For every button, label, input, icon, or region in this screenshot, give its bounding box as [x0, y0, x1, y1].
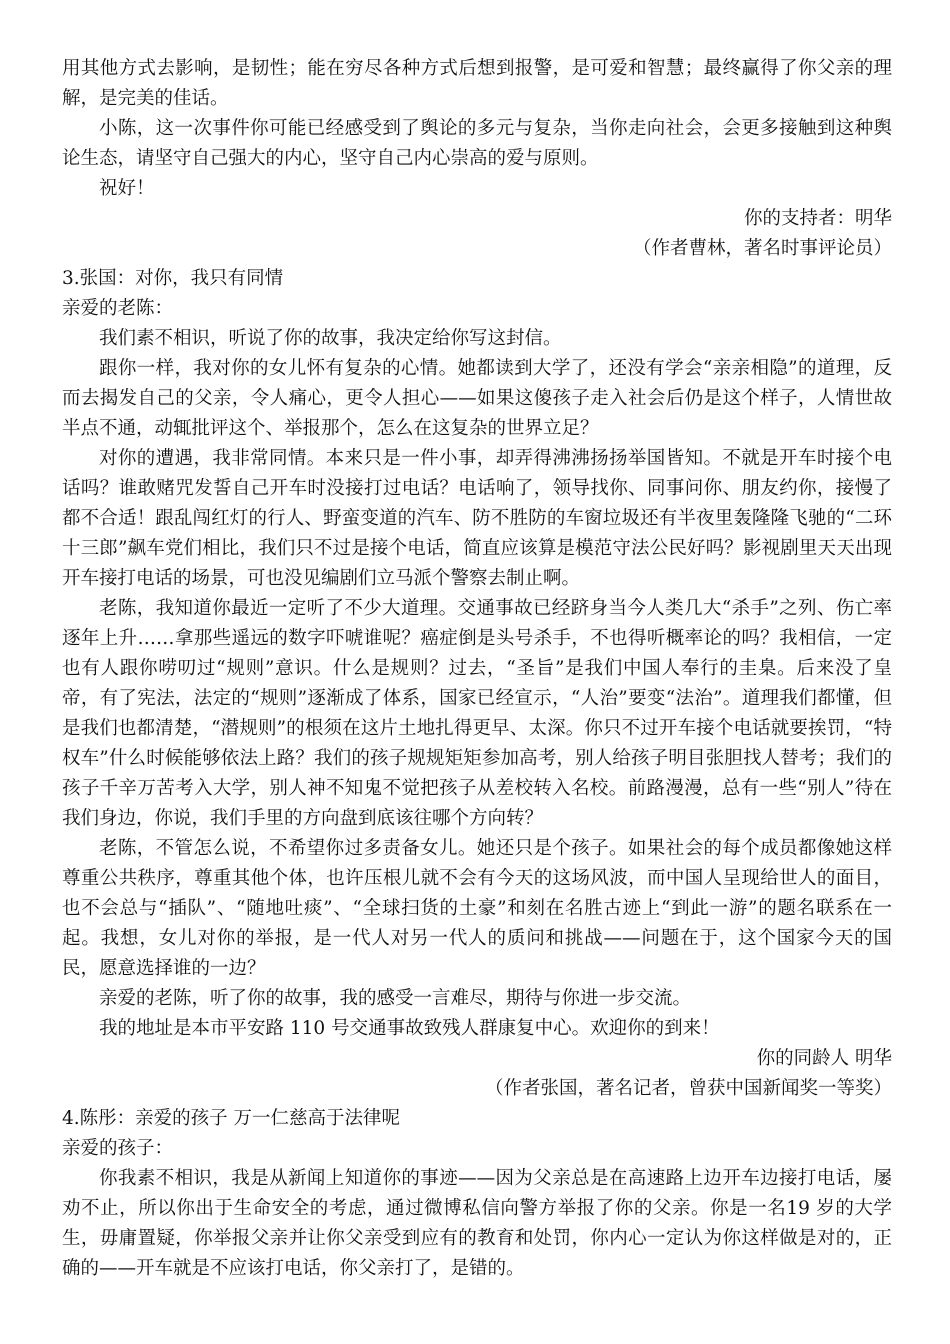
letter3-paragraph: 跟你一样，我对你的女儿怀有复杂的心情。她都读到大学了，还没有学会“亲亲相隐”的道理，反而去揭发自己的父亲，令人痛心，更令人担心——如果这傻孩子走入社会后仍是这个样子，人情世故半点不通，动辄批评这个、举报那个，怎么在这复杂的世界立足？ [62, 358, 892, 439]
letter3-paragraph: 我的地址是本市平安路 110 号交通事故致残人群康复中心。欢迎你的到来！ [99, 1018, 720, 1039]
letter3-paragraph: 亲爱的老陈，听了你的故事，我的感受一言难尽，期待与你进一步交流。 [99, 988, 692, 1009]
letter3-salutation: 亲爱的老陈： [62, 298, 174, 319]
letter2-paragraph: 用其他方式去影响，是韧性；能在穷尽各种方式后想到报警，是可爱和智慧；最终赢得了你父亲的理解，是完美的佳话。 [62, 58, 892, 109]
letter3-heading: 3.张国：对你，我只有同情 [62, 268, 284, 289]
letter2-signature: 你的支持者：明华 [743, 208, 892, 229]
document-page [62, 54, 892, 1284]
letter3-paragraph: 我们素不相识，听说了你的故事，我决定给你写这封信。 [99, 328, 562, 349]
letter3-signature: 你的同龄人 明华 [756, 1048, 892, 1069]
letter3-paragraph: 对你的遭遇，我非常同情。本来只是一件小事，却弄得沸沸扬扬举国皆知。不就是开车时接个电话吗？谁敢赌咒发誓自己开车时没接打过电话？电话响了，领导找你、同事问你、朋友约你，接慢了都不合适！跟乱闯红灯的行人、野蛮变道的汽车、防不胜防的车窗垃圾还有半夜里轰隆隆飞驰的“二环十三郎”飙车党们相比，我们只不过是接个电话，简直应该算是模范守法公民好吗？影视剧里天天出现开车接打电话的场景，可也没见编剧们立马派个警察去制止啊。 [62, 448, 892, 589]
letter4-salutation: 亲爱的孩子： [62, 1138, 174, 1159]
letter4-heading: 4.陈彤：亲爱的孩子 万一仁慈高于法律呢 [62, 1108, 401, 1129]
letter3-paragraph: 老陈，我知道你最近一定听了不少大道理。交通事故已经跻身当今人类几大“杀手”之列、伤亡率逐年上升……拿那些遥远的数字吓唬谁呢？癌症倒是头号杀手，不也得听概率论的吗？我相信，一定也有人跟你唠叨过“规则”意识。什么是规则？过去，“圣旨”是我们中国人奉行的圭臬。后来没了皇帝，有了宪法，法定的“规则”逐渐成了体系，国家已经宣示，“人治”要变“法治”。道理我们都懂，但是我们也都清楚，“潜规则”的根须在这片土地扎得更早、太深。你只不过开车接个电话就要挨罚，“特权车”什么时候能够依法上路？我们的孩子规规矩矩参加高考，别人给孩子明目张胆找人替考；我们的孩子千辛万苦考入大学，别人神不知鬼不觉把孩子从差校转入名校。前路漫漫，总有一些“别人”待在我们身边，你说，我们手里的方向盘到底该往哪个方向转？ [62, 598, 892, 829]
letter2-paragraph: 小陈，这一次事件你可能已经感受到了舆论的多元与复杂，当你走向社会，会更多接触到这种舆论生态，请坚守自己强大的内心，坚守自己内心崇高的爱与原则。 [62, 118, 892, 169]
letter3-author-note: （作者张国，著名记者，曾获中国新闻奖一等奖） [484, 1078, 892, 1099]
letter3-paragraph: 老陈，不管怎么说，不希望你过多责备女儿。她还只是个孩子。如果社会的每个成员都像她这样尊重公共秩序，尊重其他个体，也许压根儿就不会有今天的这场风波，而中国人呈现给世人的面目，也不会总与“插队”、“随地吐痰”、“全球扫货的土豪”和刻在名胜古迹上“到此一游”的题名联系在一起。我想，女儿对你的举报，是一代人对另一代人的质问和挑战——问题在于，这个国家今天的国民，愿意选择谁的一边？ [62, 838, 892, 979]
letter4-paragraph: 你我素不相识，我是从新闻上知道你的事迹——因为父亲总是在高速路上边开车边接打电话，屡劝不止，所以你出于生命安全的考虑，通过微博私信向警方举报了你的父亲。你是一名19 岁的大学生，毋庸置疑，你举报父亲并让你父亲受到应有的教育和处罚，你内心一定认为你这样做是对的，正确的——开车就是不应该打电话，你父亲打了，是错的。 [62, 1168, 892, 1279]
letter2-author-note: （作者曹林，著名时事评论员） [632, 238, 892, 259]
letter2-closing: 祝好！ [99, 178, 155, 199]
